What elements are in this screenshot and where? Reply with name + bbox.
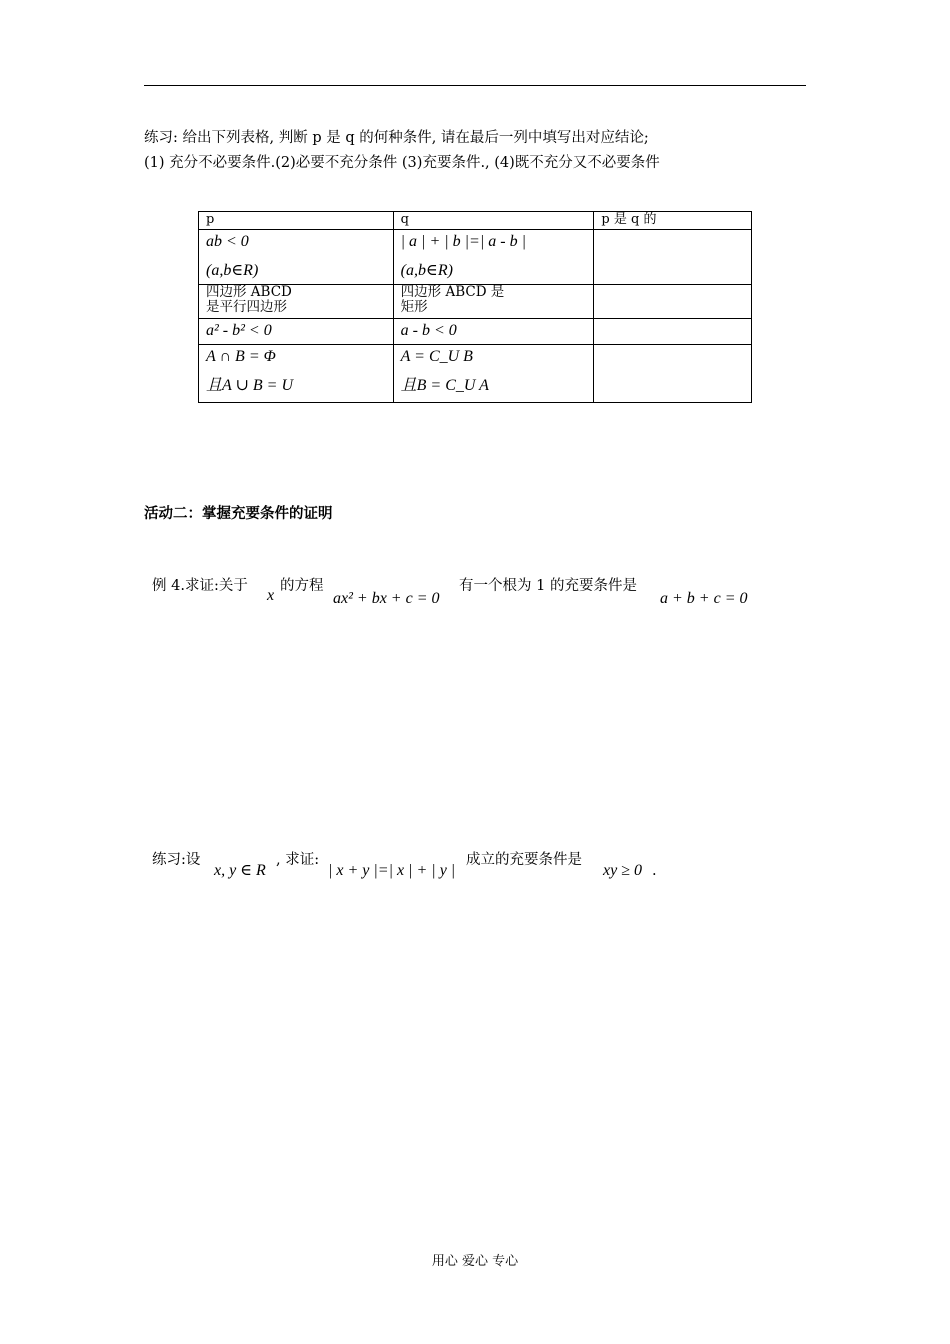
q-line: 且B = C_U A [400,377,489,394]
p-line: A ∩ B = Φ [206,348,276,365]
exercise2-mid2: 成立的充要条件是 [466,852,582,868]
header-answer: p 是 q 的 [594,212,752,230]
cell-q [393,345,594,403]
q-line: 矩形 [400,299,428,315]
example4-condition: a + b + c = 0 [660,590,748,607]
header-p: p [199,212,394,230]
exercise2-condition: xy ≥ 0 [603,862,642,879]
exercise2-given: x, y ∈ R [214,862,266,879]
exercise2-mid1: , 求证: [276,852,320,868]
p-line: 且A ∪ B = U [206,377,294,394]
condition-table [198,211,752,403]
table-row [199,319,752,345]
exercise2-end: . [652,863,657,879]
example4-equation: ax² + bx + c = 0 [333,590,440,607]
p-line: (a,b∈R) [206,262,259,279]
p-line: ab < 0 [206,233,249,250]
cell-q [393,319,594,345]
table-header-row [199,212,752,230]
cell-answer[interactable] [594,285,752,319]
exercise1-options: (1) 充分不必要条件.(2)必要不充分条件 (3)充要条件., (4)既不充分又不必要条件 [144,155,660,171]
cell-p [199,345,394,403]
table-row [199,230,752,285]
cell-answer[interactable] [594,230,752,285]
example4-mid1: 的方程 [280,578,324,594]
page-footer: 用心 爱心 专心 [431,1254,519,1269]
q-line: 四边形 ABCD 是 [400,284,505,300]
top-rule [144,85,806,86]
activity2-heading: 活动二：掌握充要条件的证明 [144,506,333,522]
q-line: A = C_U B [400,348,473,365]
example4-mid2: 有一个根为 1 的充要条件是 [459,578,637,594]
p-line: a² - b² < 0 [206,322,272,339]
cell-answer[interactable] [594,319,752,345]
cell-p [199,285,394,319]
example4-variable: x [267,587,275,604]
header-q: q [393,212,594,230]
exercise2-statement: | x + y |=| x | + | y | [328,862,456,879]
exercise1-instruction: 练习: 给出下列表格, 判断 p 是 q 的何种条件, 请在最后一列中填写出对应结论; [144,130,649,146]
example4-prefix: 例 4.求证:关于 [152,578,248,594]
p-line: 是平行四边形 [206,299,287,315]
q-line: | a | + | b |=| a - b | [400,233,526,250]
table-row [199,285,752,319]
exercise2-prefix: 练习:设 [152,852,201,868]
cell-q [393,230,594,285]
cell-p [199,230,394,285]
cell-q [393,285,594,319]
q-line: (a,b∈R) [400,262,453,279]
cell-answer[interactable] [594,345,752,403]
table-row [199,345,752,403]
cell-p [199,319,394,345]
p-line: 四边形 ABCD [206,284,292,300]
q-line: a - b < 0 [400,322,457,339]
